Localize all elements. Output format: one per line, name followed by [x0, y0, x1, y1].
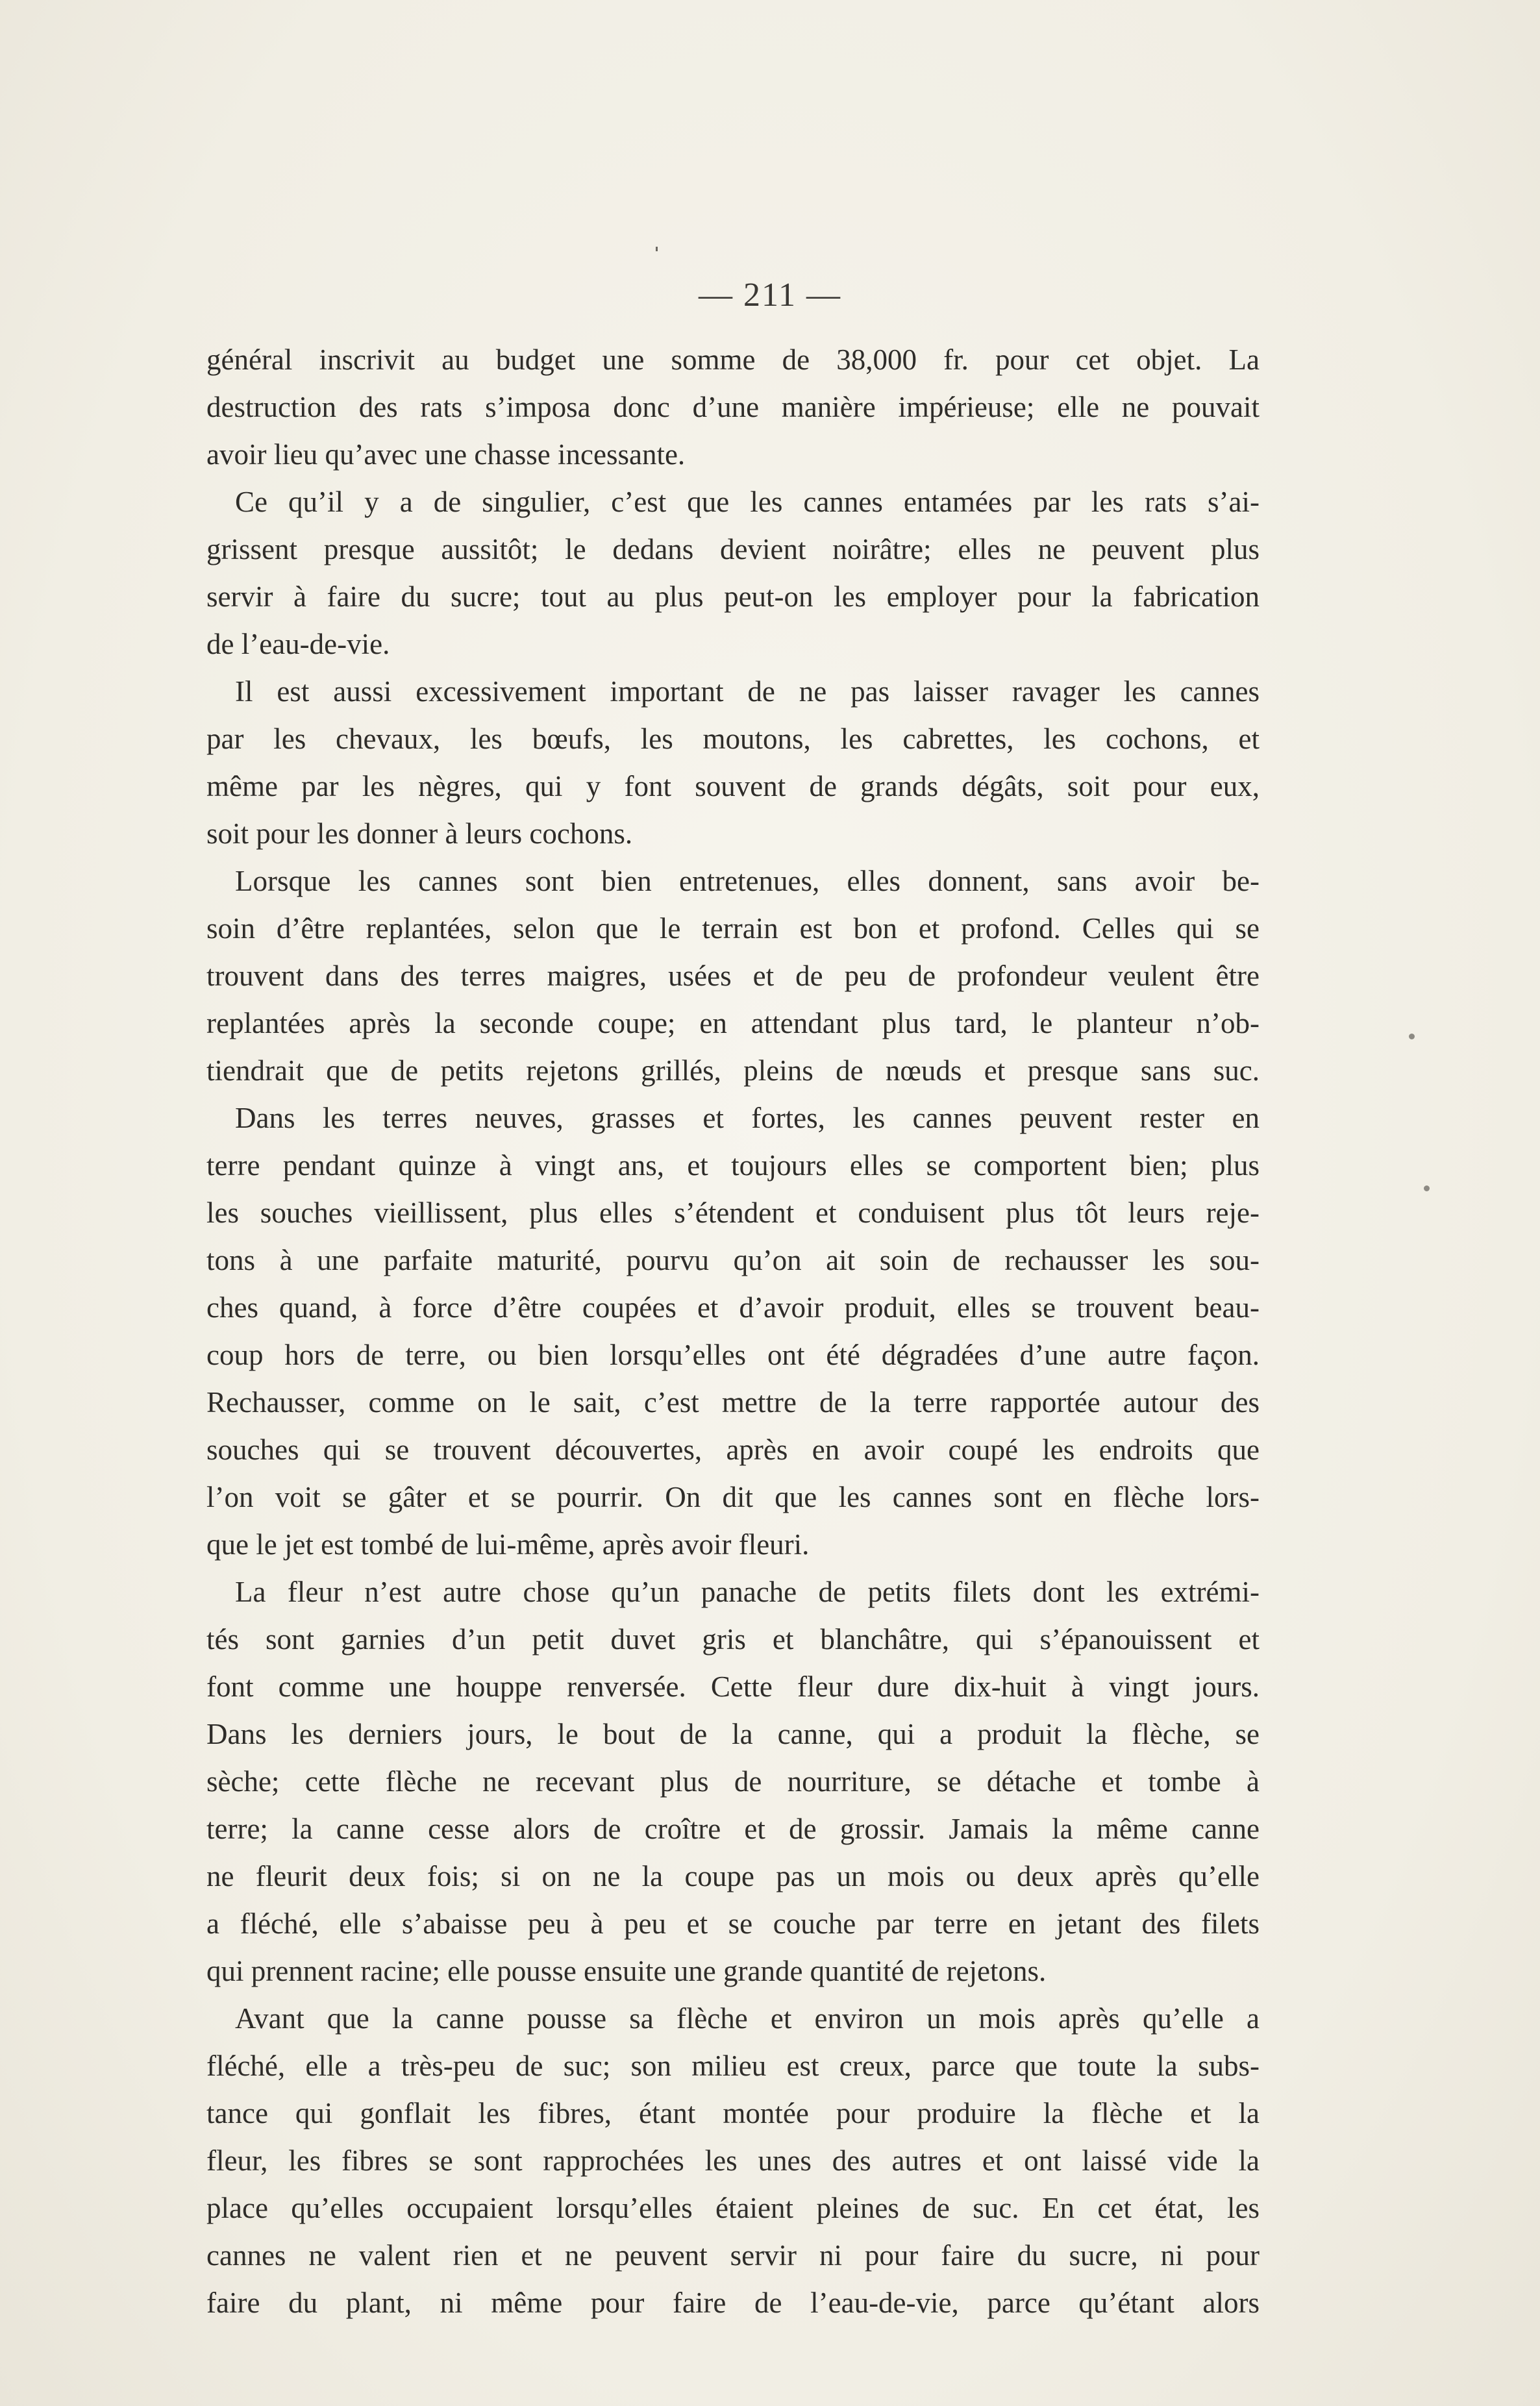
text-line: même par les nègres, qui y font souvent de grands dégâts, soit pour eux,: [206, 770, 1260, 802]
text-line: sèche; cette flèche ne recevant plus de nourriture, se détache et tombe à: [206, 1765, 1260, 1798]
text-line: qui prennent racine; elle pousse ensuite une grande quantité de rejetons.: [206, 1955, 1047, 1987]
margin-speck: [1409, 1034, 1415, 1039]
text-line: La fleur n’est autre chose qu’un panache de petits filets dont les extrémi-: [235, 1576, 1260, 1608]
text-line: les souches vieillissent, plus elles s’étendent et conduisent plus tôt leurs reje-: [206, 1197, 1260, 1229]
text-line: général inscrivit au budget une somme de 38,000 fr. pour cet objet. La: [206, 343, 1260, 376]
text-line: avoir lieu qu’avec une chasse incessante.: [206, 438, 686, 471]
text-line: l’on voit se gâter et se pourrir. On dit que les cannes sont en flèche lors-: [206, 1481, 1260, 1513]
text-line: par les chevaux, les bœufs, les moutons, les cabrettes, les cochons, et: [206, 723, 1260, 755]
text-line: terre pendant quinze à vingt ans, et toujours elles se comportent bien; plus: [206, 1149, 1260, 1182]
text-line: soin d’être replantées, selon que le terrain est bon et profond. Celles qui se: [206, 912, 1260, 945]
text-line: replantées après la seconde coupe; en attendant plus tard, le planteur n’ob-: [206, 1007, 1260, 1039]
text-line: tiendrait que de petits rejetons grillés, pleins de nœuds et presque sans suc.: [206, 1054, 1260, 1087]
margin-speck: [1424, 1185, 1430, 1191]
text-line: Dans les terres neuves, grasses et fortes, les cannes peuvent rester en: [235, 1102, 1260, 1134]
text-line: ches quand, à force d’être coupées et d’avoir produit, elles se trouvent beau-: [206, 1291, 1260, 1324]
page-number: — 211 —: [698, 277, 842, 314]
text-line: fleur, les fibres se sont rapprochées les unes des autres et ont laissé vide la: [206, 2144, 1260, 2177]
text-line: grissent presque aussitôt; le dedans devient noirâtre; elles ne peuvent plus: [206, 533, 1260, 565]
text-line: a fléché, elle s’abaisse peu à peu et se couche par terre en jetant des filets: [206, 1907, 1260, 1940]
text-line: destruction des rats s’imposa donc d’une manière impérieuse; elle ne pouvait: [206, 391, 1260, 423]
text-line: terre; la canne cesse alors de croître et de grossir. Jamais la même canne: [206, 1813, 1260, 1845]
text-line: que le jet est tombé de lui-même, après avoir fleuri.: [206, 1528, 810, 1561]
text-line: tons à une parfaite maturité, pourvu qu’on ait soin de rechausser les sou-: [206, 1244, 1260, 1276]
text-line: Avant que la canne pousse sa flèche et environ un mois après qu’elle a: [235, 2002, 1260, 2035]
text-line: faire du plant, ni même pour faire de l’eau-de-vie, parce qu’étant alors: [206, 2287, 1260, 2319]
text-line: Dans les derniers jours, le bout de la canne, qui a produit la flèche, se: [206, 1718, 1260, 1750]
text-line: Il est aussi excessivement important de ne pas laisser ravager les cannes: [235, 675, 1260, 708]
text-line: fléché, elle a très-peu de suc; son milieu est creux, parce que toute la subs-: [206, 2050, 1260, 2082]
text-line: cannes ne valent rien et ne peuvent servir ni pour faire du sucre, ni pour: [206, 2239, 1260, 2272]
print-mark: [656, 247, 658, 251]
text-line: ne fleurit deux fois; si on ne la coupe pas un mois ou deux après qu’elle: [206, 1860, 1260, 1892]
text-line: trouvent dans des terres maigres, usées et de peu de profondeur veulent être: [206, 960, 1260, 992]
text-line: font comme une houppe renversée. Cette fleur dure dix-huit à vingt jours.: [206, 1670, 1260, 1703]
text-line: place qu’elles occupaient lorsqu’elles étaient pleines de suc. En cet état, les: [206, 2192, 1260, 2224]
text-line: tance qui gonflait les fibres, étant montée pour produire la flèche et la: [206, 2097, 1260, 2129]
text-line: soit pour les donner à leurs cochons.: [206, 817, 633, 850]
text-line: servir à faire du sucre; tout au plus peut-on les employer pour la fabrication: [206, 580, 1260, 613]
text-line: souches qui se trouvent découvertes, après en avoir coupé les endroits que: [206, 1433, 1260, 1466]
text-line: coup hors de terre, ou bien lorsqu’elles ont été dégradées d’une autre façon.: [206, 1339, 1260, 1371]
text-line: tés sont garnies d’un petit duvet gris et blanchâtre, qui s’épanouissent et: [206, 1623, 1260, 1656]
text-line: de l’eau-de-vie.: [206, 628, 390, 660]
text-line: Lorsque les cannes sont bien entretenues, elles donnent, sans avoir be-: [235, 865, 1260, 897]
body-text: [206, 336, 1260, 2327]
text-line: Rechausser, comme on le sait, c’est mettre de la terre rapportée autour des: [206, 1386, 1260, 1419]
text-line: Ce qu’il y a de singulier, c’est que les cannes entamées par les rats s’ai-: [235, 486, 1260, 518]
